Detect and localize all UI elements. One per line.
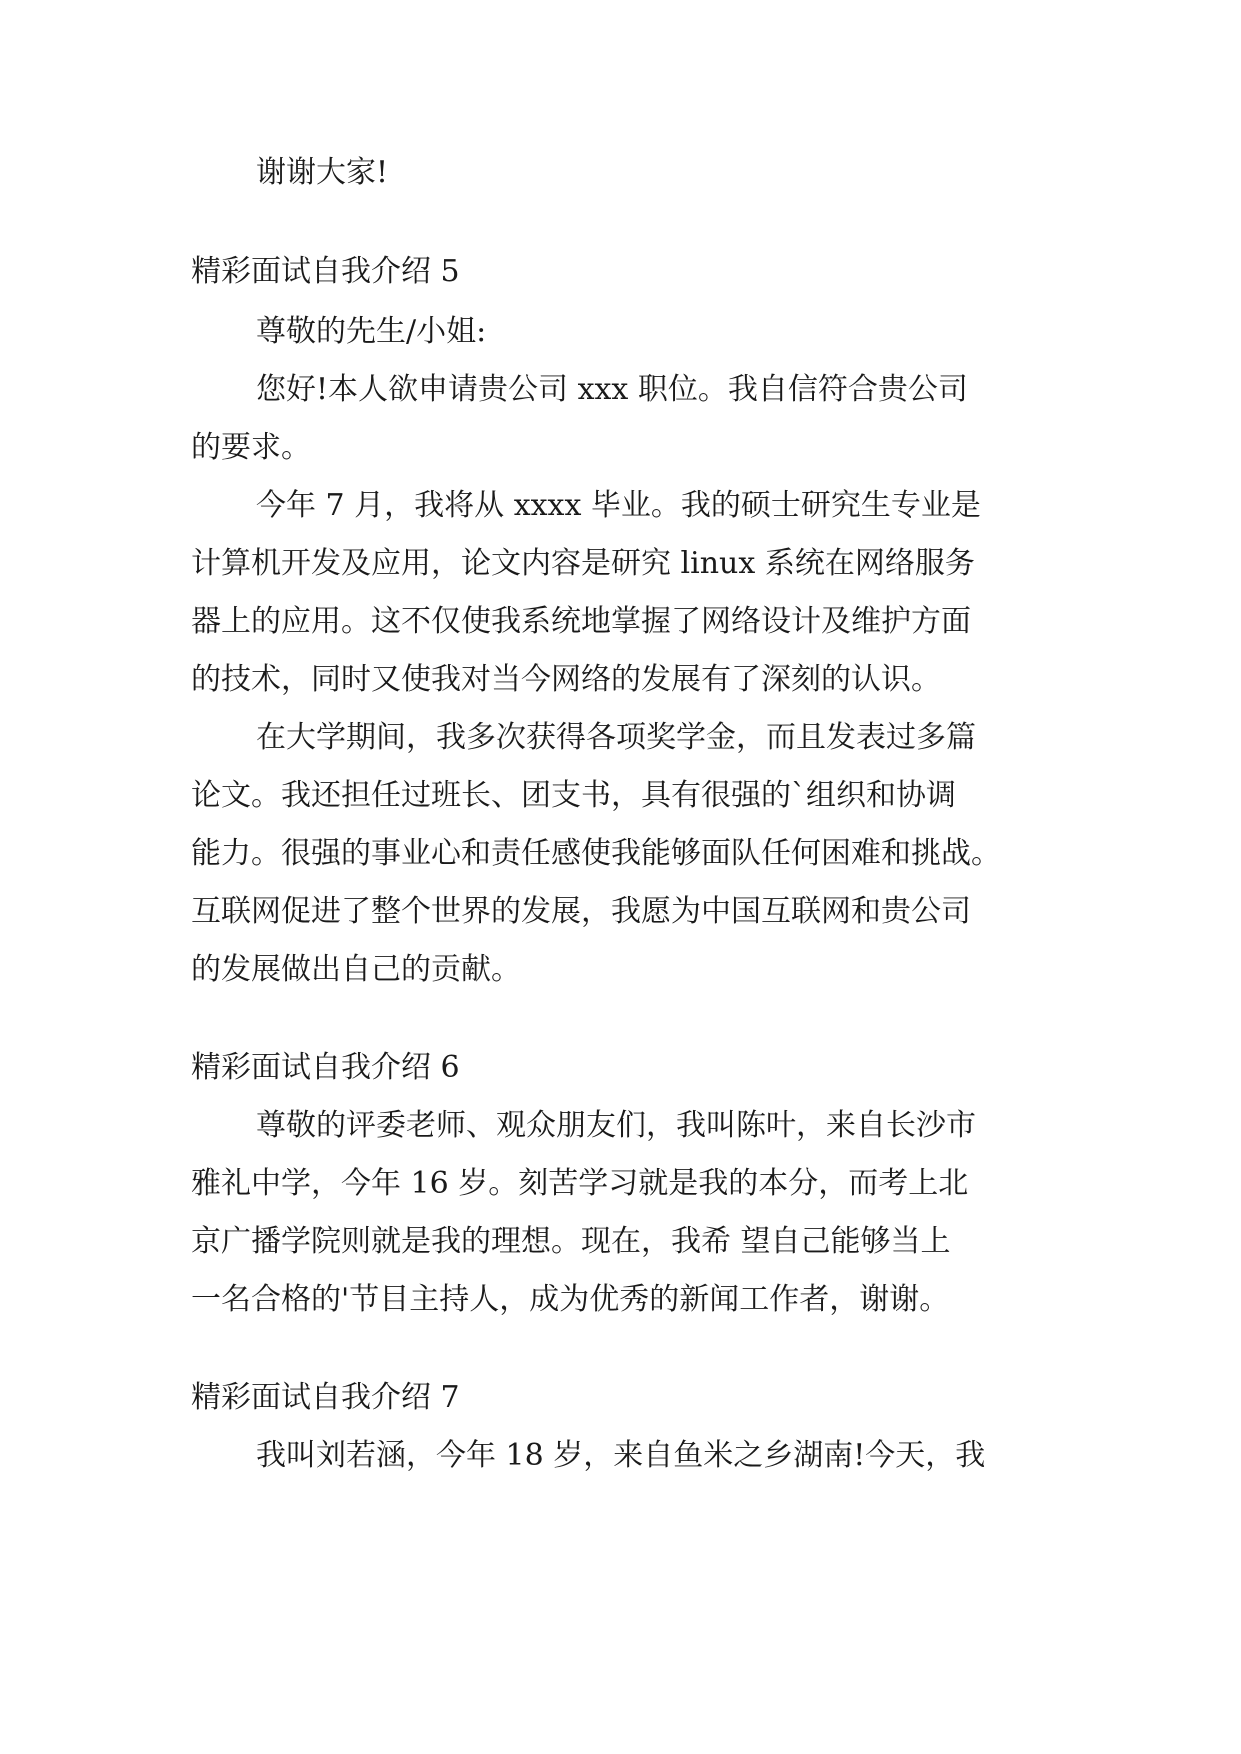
- section5-p3-line: 互联网促进了整个世界的发展，我愿为中国互联网和贵公司: [191, 894, 971, 929]
- section6-heading: 精彩面试自我介绍 6: [191, 1050, 460, 1085]
- section5-p2-line: 器上的应用。这不仅使我系统地掌握了网络设计及维护方面: [191, 604, 971, 639]
- section5-p2-line: 今年 7 月，我将从 xxxx 毕业。我的硕士研究生专业是: [256, 488, 981, 523]
- section5-p2-line: 计算机开发及应用，论文内容是研究 linux 系统在网络服务: [191, 546, 975, 581]
- section6-p1-line: 京广播学院则就是我的理想。现在，我希 望自己能够当上: [191, 1224, 951, 1259]
- section6-p1-line: 雅礼中学，今年 16 岁。刻苦学习就是我的本分，而考上北: [191, 1166, 969, 1201]
- section5-p1-line: 您好!本人欲申请贵公司 xxx 职位。我自信符合贵公司: [256, 372, 968, 407]
- section5-p3-line: 能力。很强的事业心和责任感使我能够面队任何困难和挑战。: [191, 836, 1001, 871]
- section5-p3-line: 在大学期间，我多次获得各项奖学金，而且发表过多篇: [256, 720, 976, 755]
- section6-p1-line: 一名合格的'节目主持人，成为优秀的新闻工作者，谢谢。: [191, 1282, 950, 1317]
- section5-p3-line: 论文。我还担任过班长、团支书，具有很强的`组织和协调: [191, 778, 956, 813]
- section5-salutation: 尊敬的先生/小姐:: [256, 314, 487, 349]
- section5-p3-line: 的发展做出自己的贡献。: [191, 952, 521, 987]
- section7-heading: 精彩面试自我介绍 7: [191, 1380, 460, 1415]
- section5-p1-line: 的要求。: [191, 430, 311, 465]
- section7-p1-line: 我叫刘若涵，今年 18 岁，来自鱼米之乡湖南!今天，我: [256, 1438, 986, 1473]
- closing-line: 谢谢大家!: [256, 155, 389, 190]
- section5-heading: 精彩面试自我介绍 5: [191, 254, 460, 289]
- section5-p2-line: 的技术，同时又使我对当今网络的发展有了深刻的认识。: [191, 662, 941, 697]
- section6-p1-line: 尊敬的评委老师、观众朋友们，我叫陈叶，来自长沙市: [256, 1108, 976, 1143]
